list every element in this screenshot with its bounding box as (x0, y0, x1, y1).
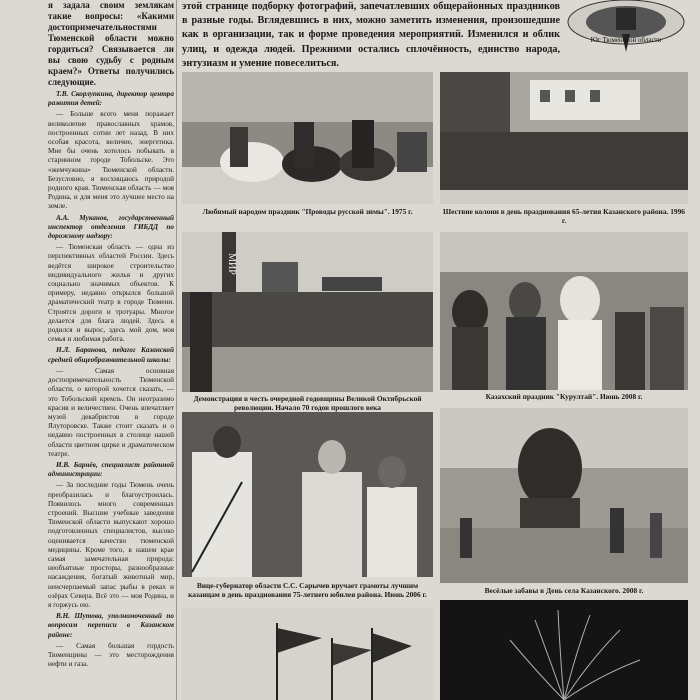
photo-caption: Шествие колонн в день празднования 65-летия Казанского района. 1996 г. (442, 207, 685, 225)
interview-signature: Т.В. Скорлупкина, директор центра развития детей: (48, 90, 174, 108)
interview-answer: — За последние годы Тюмень очень преобразилась и благоустроилась. Появилось много современных строений. Высшие учебные заведения Тюменской области выпускают хорошо подготовленных специалистов, высоко оценивается качество тюменской медицины. Кроме того, в нашем крае самая замечательная природа: необъятные просторы, разнообразные насаждения, богатый животный мир, неисчерпаемый запас рыбы в реках и озёрах Севера. Всё это — моя Родина, и я горжусь ею. (48, 481, 174, 609)
interview-answer: — Тюменская область — одна из перспективных областей России. Здесь ведётся широкое строительство индивидуального жилья и других социально значимых объектов. К примеру, недавно открылся большой драматический театр в городе Тюмени. Строятся дороги и тротуары. Многое делается для блага людей. Здесь я родился и вырос, здесь мой дом, моя семья и любимая работа. (48, 243, 174, 344)
photo-village-day (440, 408, 688, 583)
photo-caption: Любимый народом праздник "Проводы русской зимы". 1975 г. (202, 207, 413, 216)
region-emblem (562, 0, 690, 60)
interview-lead: я задала своим землякам такие вопросы: «Какими достопримечательностями Тюменской области можно гордиться? Связывается ли вы свою судьбу с родным краем?» Ответы получились следующие. (48, 0, 174, 87)
photo-award-ceremony (182, 412, 433, 577)
photo-procession (440, 72, 688, 204)
interview-answer: — Самая большая гордость Тюменщины — это месторождения нефти и газа. (48, 641, 174, 669)
interview-signature: И.В. Барнёв, специалист районной администрации: (48, 460, 174, 479)
photo-caption: Весёлые забавы в День села Казанского. 2008 г. (484, 586, 644, 595)
photo-caption: Казахский праздник "Курултай". Июнь 2008 г. (485, 392, 643, 401)
interview-signature: Н.Л. Баранова, педагог Казанской средней общеобразовательной школы: (48, 346, 174, 364)
interview-column (48, 0, 174, 700)
photo-caption: Вице-губернатор области С.С. Сарычев вручает грамоты лучшим казанцам в день празднования 75-летнего юбилея района. Июнь 2006 г. (188, 581, 427, 599)
column-divider (176, 0, 177, 700)
photo-demonstration (182, 232, 433, 392)
photo-caption: Демонстрация в честь очередной годовщины Великой Октябрьской революции. Начало 70 годов прошлого века (193, 394, 422, 412)
intro-text: этой странице подборку фотографий, запечатлевших общерайонных праздников в разные годы. Вглядевшись в них, можно заметить изменения, произошедшие как в организации, так и форме проведения мероприятий. Изменился и облик улиц, и одежда людей. Прежними остались сплочённость, единство народа, энтузиазм и умение повеселиться. (182, 1, 560, 69)
interview-signature: В.Н. Шутова, уполномоченный по вопросам переписи в Казанском районе: (48, 612, 174, 639)
interview-answer: — Самая основная достопримечательность Тюменской области, о которой хочется сказать, — это Тобольский кремль. Он неотразимо красив и величествен. Очень впечатляет музей декабристов в городе Ялуторовске. Также стоит сказать и о недавно построенных в столице нашей области цветном цирке и драматическом театре. (48, 366, 174, 458)
emblem-text: Юг Тюменской области (590, 36, 662, 44)
photo-fireworks (440, 600, 688, 700)
banner-text: МИР (226, 253, 237, 275)
photo-flags (182, 608, 433, 700)
photo-kurultai (440, 232, 688, 390)
interview-answer: — Больше всего меня поражает великолепие православных храмов, построенных сотни лет назад. В них особая красота, величие, энергетика. Мне бы очень хотелось побывать в старинном городе Тобольске. Это «жемчужина» Тюменской области. Безусловно, я восхищаюсь природой родного края. Тюменская область — моя Родина, и для меня это лучшее место на земле. (48, 110, 174, 211)
photo-maslenitsa (182, 72, 433, 204)
interview-signature: А.А. Муканов, государственный инспектор отделения ГИБДД по дорожному надзору: (48, 213, 174, 241)
